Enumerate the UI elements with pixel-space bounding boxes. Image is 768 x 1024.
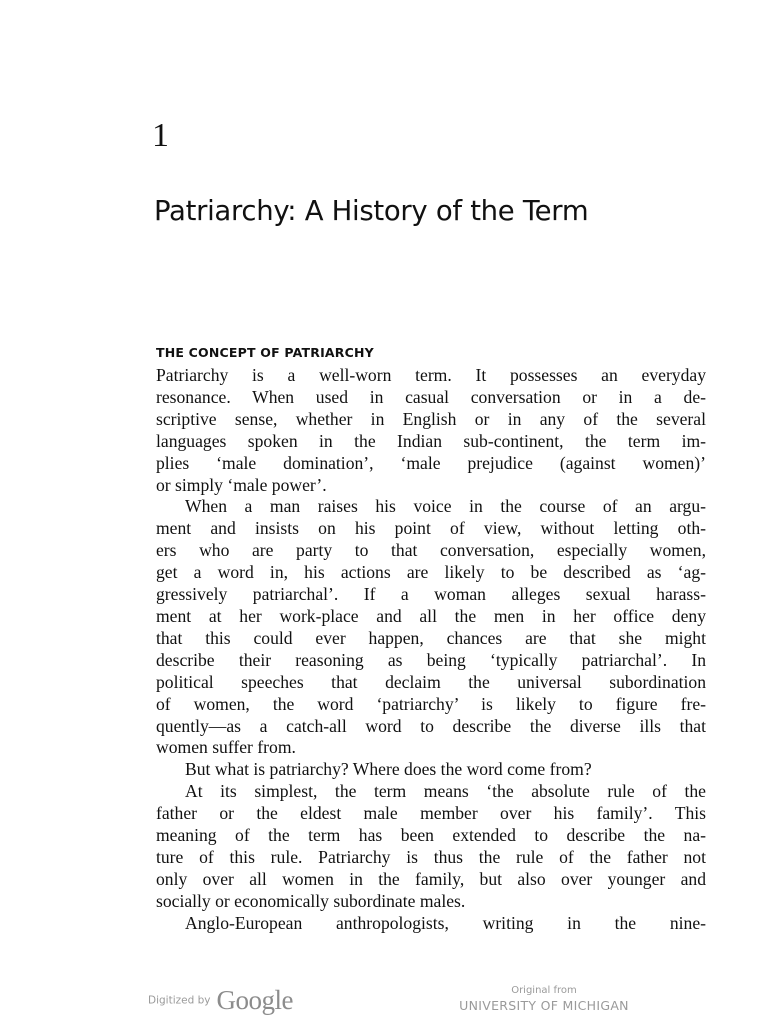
body-line: father or the eldest male member over his family’. This (156, 803, 706, 824)
body-line: resonance. When used in casual conversation or in a de- (156, 386, 706, 407)
body-line: socially or economically subordinate males. (156, 890, 466, 911)
chapter-title: Patriarchy: A History of the Term (154, 195, 589, 227)
body-line: describe their reasoning as being ‘typically patriarchal’. In (156, 649, 706, 670)
google-logo: Google (216, 985, 293, 1015)
body-line: Anglo-European anthropologists, writing in the nine- (185, 912, 706, 933)
digitized-by-label: Digitized by (148, 994, 211, 1007)
body-line: ment at her work-place and all the men in her office deny (156, 605, 706, 626)
body-line: plies ‘male domination’, ‘male prejudice (against women)’ (156, 452, 706, 473)
body-line: At its simplest, the term means ‘the absolute rule of the (185, 781, 706, 802)
body-line: languages spoken in the Indian sub-continent, the term im- (156, 430, 706, 451)
section-heading: THE CONCEPT OF PATRIARCHY (156, 345, 374, 360)
body-line: When a man raises his voice in the course of an argu- (185, 496, 706, 517)
body-line: political speeches that declaim the universal subordination (156, 671, 706, 692)
body-line: Patriarchy is a well-worn term. It possesses an everyday (156, 365, 706, 385)
body-line: scriptive sense, whether in English or in any of the several (156, 408, 706, 429)
body-line: ment and insists on his point of view, without letting oth- (156, 518, 706, 539)
body-line: ture of this rule. Patriarchy is thus the rule of the father not (156, 846, 706, 867)
body-line: get a word in, his actions are likely to be described as ‘ag- (156, 562, 706, 583)
institution-name: UNIVERSITY OF MICHIGAN (459, 998, 629, 1013)
body-line: But what is patriarchy? Where does the word come from? (185, 759, 592, 780)
original-from-label: Original from (511, 985, 577, 996)
body-line: of women, the word ‘patriarchy’ is likely to figure fre- (156, 693, 706, 714)
body-line: quently—as a catch-all word to describe the diverse ills that (156, 715, 706, 736)
body-line: meaning of the term has been extended to describe the na- (156, 825, 706, 846)
body-text (156, 365, 706, 935)
body-line: women suffer from. (156, 737, 296, 758)
original-from-watermark (446, 984, 642, 1014)
body-line: gressively patriarchal’. If a woman alleges sexual harass- (156, 584, 706, 605)
body-line: only over all women in the family, but also over younger and (156, 868, 706, 889)
body-line: or simply ‘male power’. (156, 474, 327, 495)
chapter-number: 1 (152, 117, 169, 154)
body-line: that this could ever happen, chances are that she might (156, 627, 706, 648)
body-line: ers who are party to that conversation, especially women, (156, 540, 706, 561)
digitized-by-watermark (148, 985, 293, 1015)
